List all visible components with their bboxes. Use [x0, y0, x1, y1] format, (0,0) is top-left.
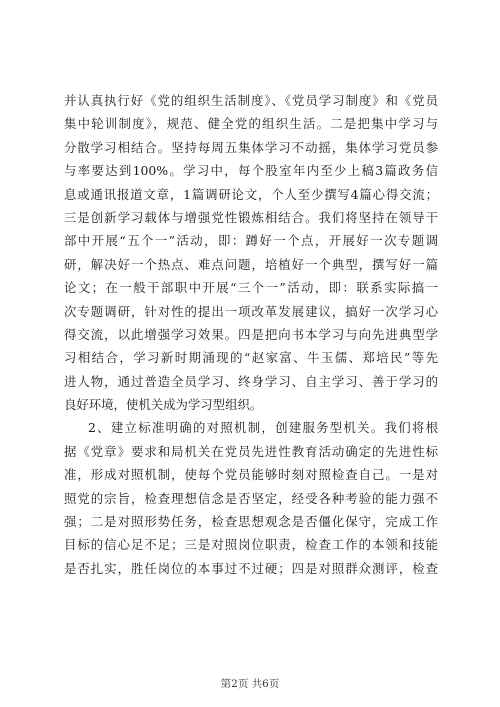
text-line: 三是创新学习载体与增强党性锻炼相结合。我们将坚持在领导干	[64, 209, 438, 225]
text-line: 得交流，以此增强学习效果。四是把向书本学习与向先进典型学	[64, 326, 438, 342]
text-line: 进人物，通过普造全员学习、终身学习、自主学习、善于学习的	[64, 373, 438, 389]
text-line: 是否扎实，胜任岗位的本事过不过硬；四是对照群众测评，检查	[64, 560, 438, 576]
text-line: 2、建立标准明确的对照机制，创建服务型机关。我们将根	[88, 420, 438, 436]
text-line: 集中轮训制度》，规范、健全党的组织生活。二是把集中学习与	[64, 116, 438, 132]
text-line: 论文；在一般干部职中开展“三个一”活动，即：联系实际搞一	[64, 280, 438, 296]
text-line: 并认真执行好《党的组织生活制度》、《党员学习制度》和《党员	[64, 93, 438, 108]
text-line: 良好环境，使机关成为学习型组织。	[64, 397, 263, 413]
text-line: 照党的宗旨，检查理想信念是否坚定，经受各种考验的能力强不	[64, 490, 438, 506]
text-line: 息或通讯报道文章，1篇调研论文，个人至少撰写4篇心得交流；	[64, 186, 438, 202]
text-line: 次专题调研，针对性的提出一项改革发展建议，搞好一次学习心	[64, 303, 438, 319]
body-text	[64, 89, 438, 580]
page-number-footer: 第2页 共6页	[220, 678, 280, 690]
text-line: 与率要达到100%。学习中，每个股室年内至少上稿3篇政务信	[64, 163, 438, 179]
text-line: 准，形成对照机制，使每个党员能够时刻对照检查自己。一是对	[64, 467, 438, 483]
text-line: 强；二是对照形势任务，检查思想观念是否僵化保守，完成工作	[64, 514, 438, 530]
text-line: 分散学习相结合。坚持每周五集体学习不动摇，集体学习党员参	[64, 139, 438, 155]
text-line: 据《党章》要求和局机关在党员先进性教育活动确定的先进性标	[64, 443, 438, 459]
text-line: 习相结合，学习新时期涌现的“赵家富、牛玉儒、郑培民”等先	[64, 350, 438, 366]
text-line: 部中开展“五个一”活动，即：蹲好一个点，开展好一次专题调	[64, 233, 438, 249]
text-line: 目标的信心足不足；三是对照岗位职责，检查工作的本领和技能	[64, 537, 438, 553]
text-line: 研，解决好一个热点、难点问题，培植好一个典型，撰写好一篇	[64, 256, 438, 272]
